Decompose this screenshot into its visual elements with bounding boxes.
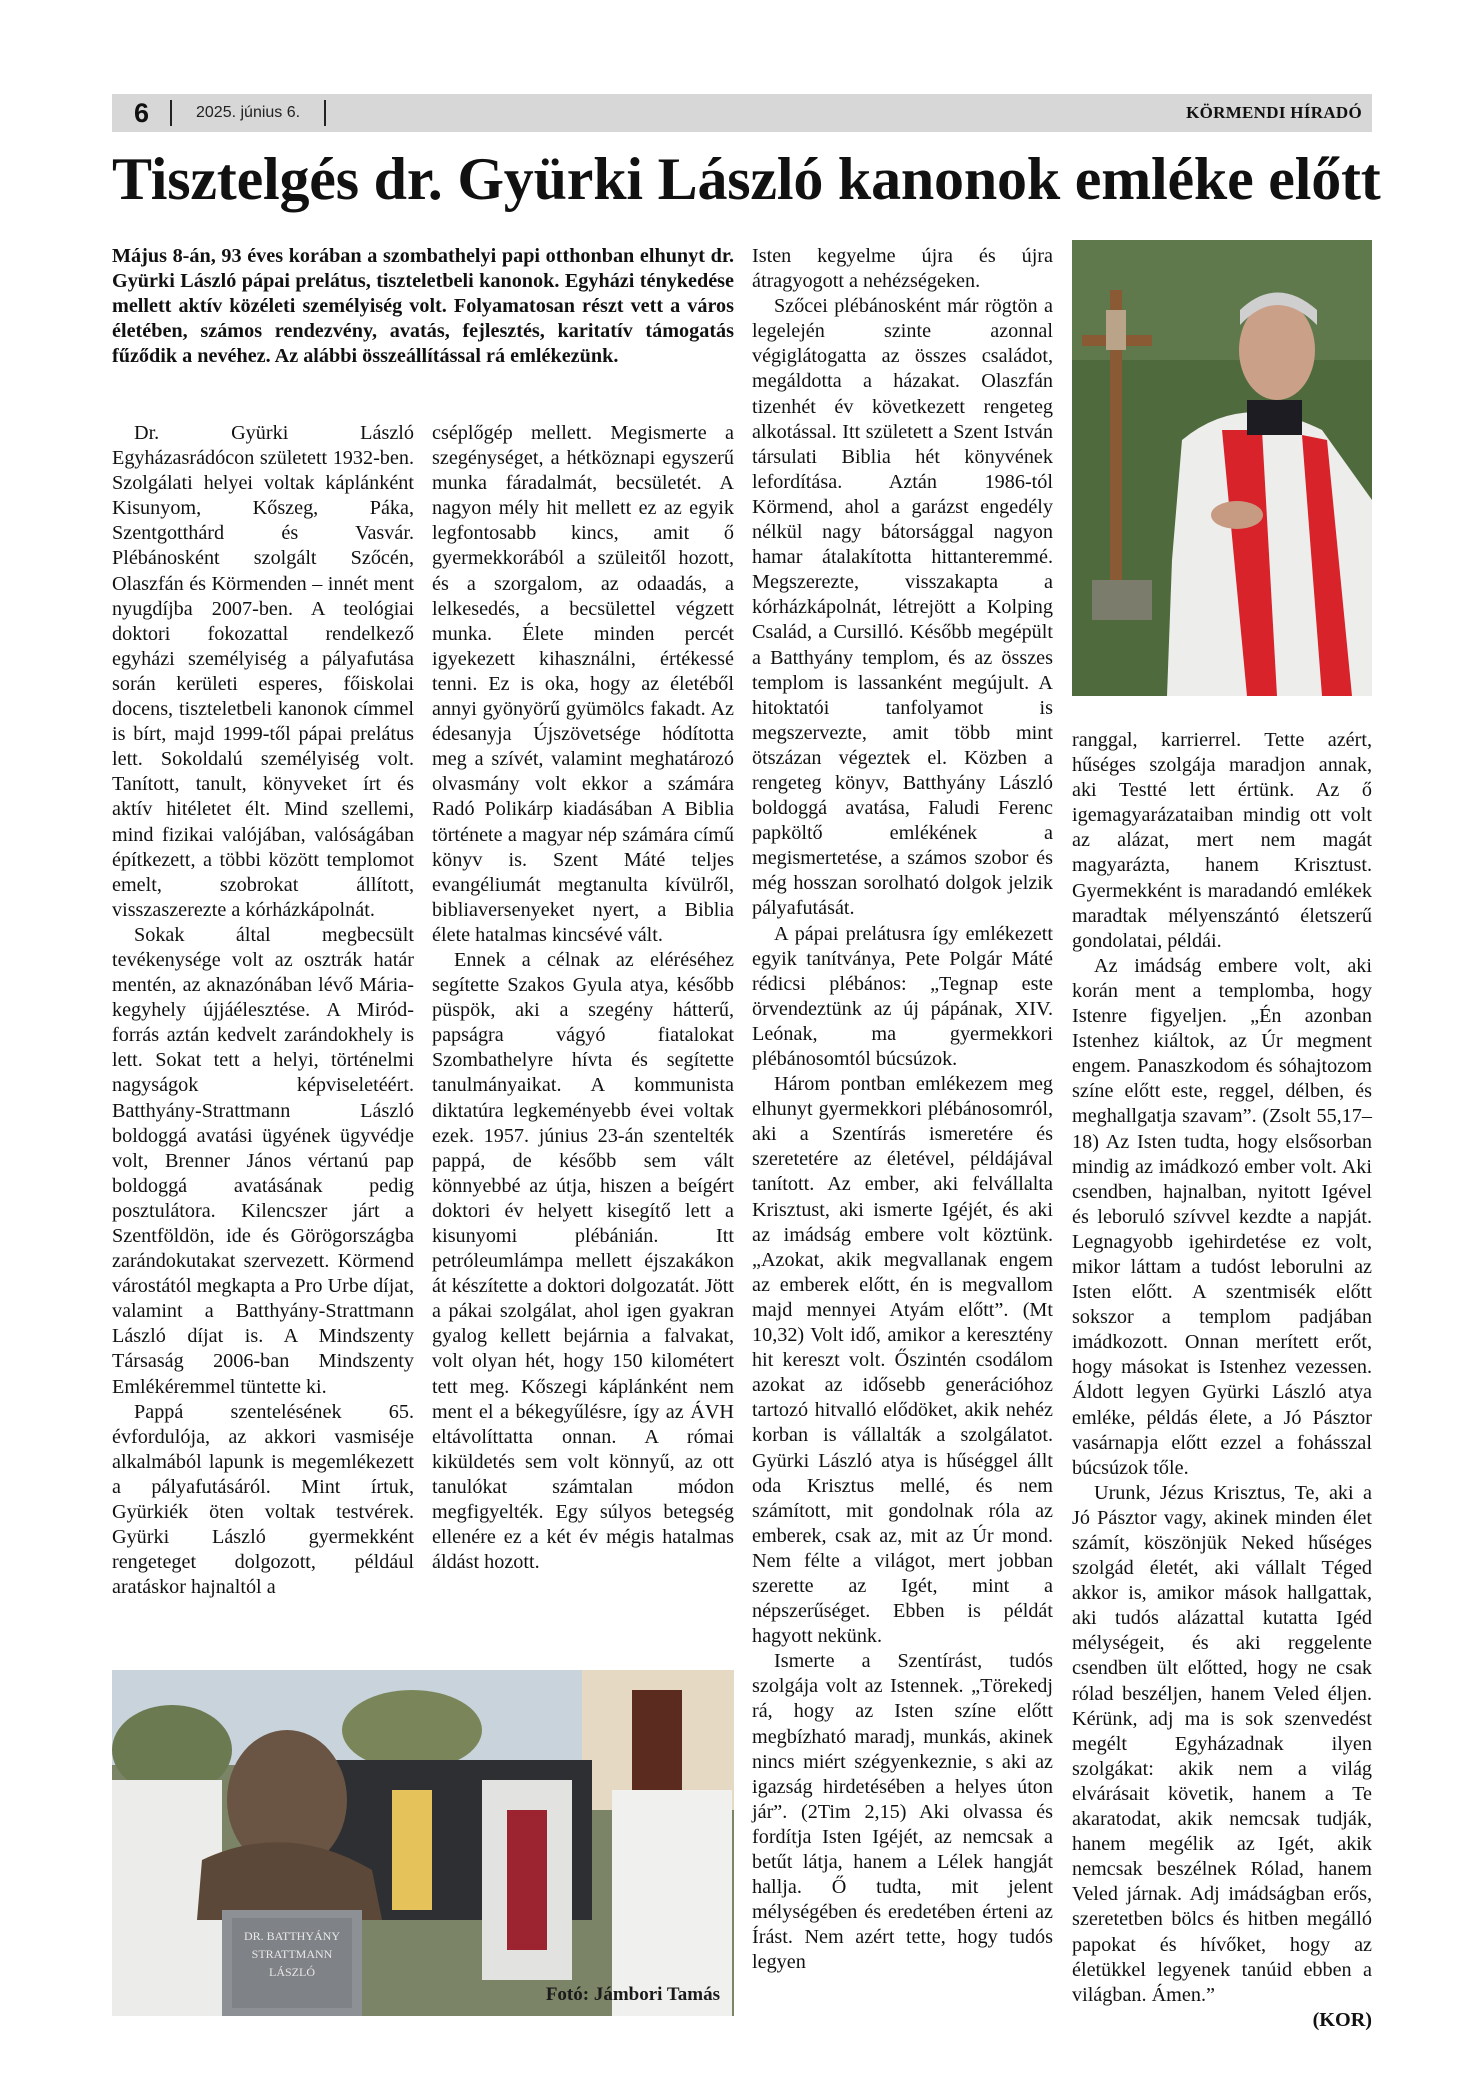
paragraph: Sokak által megbecsült tevékenysége volt az osztrák határ mentén, az aknazónában lévő Mária-kegyhely újjáélesztése. A Miród-forrás aztán kedvelt zarándokhely is lett. Sokat tett a helyi, történelmi nagyságok képviseletéért. Batthyány-Strattmann László boldoggá avatási ügyének ügyvédje volt, Brenner János vértanú pap boldoggá avatásának pedig posztulátora. Kilencszer járt a Szentföldön, ide és Görögországba zarándokutakat szervezett. Körmend várostától megkapta a Pro Urbe díjat, valamint a Batthyány-Strattmann László díjat is. A Mindszenty Társaság 2006-ban Mindszenty Emlékéremmel tüntette ki. [112, 923, 414, 1398]
paragraph: ranggal, karrierrel. Tette azért, hűséges szolgája maradjon annak, aki Testté lett értünk. Az ő igemagyarázataiban mindig ott volt az alázat, mert nem magát magyarázta, hanem Krisztust. Gyermekként is maradandó emlékek maradtak mélyenszántó életszerű gondolatai, példái. [1072, 729, 1372, 952]
newspaper-name: KÖRMENDI HÍRADÓ [1186, 103, 1362, 122]
paragraph: cséplőgép mellett. Megismerte a szegénységet, a hétköznapi egyszerű munka fáradalmát, becsületét. A nagyon mély hit mellett ez az egyik legfontosabb kincs, amit ő gyermekkorából a szüleitől hozott, és a szorgalom, az odaadás, a lelkesedés, a becsülettel végzett munka. Élete minden percét igyekezett kihasználni, értékessé tenni. Ez is oka, hogy az életéből annyi gyönyörű gyümölcs fakadt. Az édesanyja Újszövetsége hódította meg a szívét, valamint meghatározó olvasmány volt ekkor a számára Radó Polikárp kiadásában A Biblia története a magyar nép számára című könyv is. Szent Máté teljes evangéliumát megtanulta kívülről, bibliaversenyeket nyert, a Biblia élete hatalmas kincsévé vált. [432, 422, 734, 946]
article-column-4 [1072, 728, 1372, 2033]
paragraph: Három pontban emlékezem meg elhunyt gyermekkori plébánosomról, aki a Szentírás ismeretére és szeretetére az életével, példájával tanított. Az ember, aki felvállalta Krisztust, aki ismerte Igéjét, és aki az imádság embere volt köztünk. „Azokat, akik megvallanak engem az emberek előtt, én is megvallom majd mennyei Atyám előtt”. (Mt 10,32) Volt idő, amikor a keresztény hit kereszt volt. Őszintén csodálom azokat az idősebb generációhoz tartozó hitvalló elődöket, akik nehéz korban is vállalták a szolgálatot. Gyürki László atya is hűséggel állt oda Krisztus mellé, és nem számított, mit gondolnak róla az emberek, csak az, mit az Úr mond. Nem félte a világot, mert jobban szerette az Igét, mint a népszerűséget. Ebben is példát hagyott nekünk. [752, 1073, 1053, 1648]
article-column-1 [112, 421, 414, 1600]
header-divider [324, 100, 326, 126]
author-signature: (KOR) [1312, 2008, 1372, 2031]
statue-photo-illustration [112, 1670, 734, 2016]
paragraph: Dr. Gyürki László Egyházasrádócon született 1932-ben. Szolgálati helyei voltak káplánként Kisunyom, Kőszeg, Páka, Szentgotthárd és Vasvár. Plébánosként szolgált Szőcén, Olaszfán és Körmenden – innét ment nyugdíjba 2007-ben. A teológiai doktori fokozattal rendelkező egyházi személyiség a pályafutása során kerületi esperes, főiskolai docens, tiszteletbeli kanonok címmel is bírt, majd 1999-től pápai prelátus lett. Sokoldalú személyiség volt. Tanított, tanult, könyveket írt és aktív hitéletet élt. Mind szellemi, mind fizikai valójában, valóságában építkezett, a többi között templomot emelt, szobrokat állított, visszaszerezte a kórházkápolnát. [112, 422, 414, 921]
paragraph: Ismerte a Szentírást, tudós szolgája volt az Istennek. „Törekedj rá, hogy az Isten színe előtt megbízható maradj, munkás, akinek nincs miért szégyenkeznie, s aki az igazság hirdetésében a helyes úton jár”. (2Tim 2,15) Aki olvassa és fordítja Isten Igéjét, az nemcsak a betűt látja, hanem a Lélek hangját hallja. Ő tudta, mit jelent mélységében és eredetében érteni az Írást. Nem azért tette, hogy tudós legyen [752, 1650, 1053, 1974]
plaque-line: DR. BATTHYÁNY [244, 1929, 340, 1943]
plaque-line: STRATTMANN [251, 1947, 333, 1961]
paragraph: Szőcei plébánosként már rögtön a legelején szinte azonnal végiglátogatta az összes családot, megáldotta a házakat. Olaszfán tizenhét év következett rengeteg alkotással. Itt született a Szent István társulati Biblia hét könyvének lefordítása. Aztán 1986-tól Körmend, ahol a garázst engedély nélkül nagy bátorsággal nagyon hamar átalakította hittanteremmé. Megszerezte, visszakapta a kórházkápolnát, létrejött a Kolping Család, a Cursilló. Később megépült a Batthyány templom, és az összes templom is lassanként megújult. A hitoktatói tanfolyamot is megszervezte, amit több mint ötszázan végeztek el. Közben a rengeteg könyv, Batthyány László boldoggá avatása, Faludi Ferenc papköltő emlékének a megismertetése, a számos szobor és még hosszan sorolható dolgok jelzik pályafutását. [752, 295, 1053, 920]
article-headline: Tisztelgés dr. Gyürki László kanonok emléke előtt [112, 146, 1381, 212]
page-header [112, 94, 1372, 132]
article-column-2 [432, 421, 734, 1575]
article-lead: Május 8-án, 93 éves korában a szombathelyi papi otthonban elhunyt dr. Gyürki László pápai prelátus, tiszteletbeli kanonok. Egyházi ténykedése mellett aktív közéleti személyiség volt. Folyamatosan részt vett a város életében, számos rendezvény, avatás, fejlesztés, karitatív támogatás fűződik a nevéhez. Az alábbi összeállítással rá emlékezünk. [112, 245, 734, 367]
priest-photo [1072, 240, 1372, 696]
plaque-line: LÁSZLÓ [269, 1965, 315, 1979]
article-column-3 [752, 244, 1053, 1975]
paragraph: Isten kegyelme újra és újra átragyogott a nehézségeken. [752, 245, 1053, 293]
paragraph: Ennek a célnak az eléréséhez segítette Szakos Gyula atya, később püspök, aki a szegény hátterű, papságra vágyó fiatalokat Szombathelyre hívta és segítette tanulmányaikat. A kommunista diktatúra legkeményebb évei voltak ezek. 1957. június 23-án szentelték pappá, de később sem vált könnyebbé az útja, hiszen a beígért doktori év helyett kisegítő lett a kisunyomi plébánián. Itt petróleumlámpa mellett éjszakákon át készítette a doktori dolgozatát. Jött a pákai szolgálat, ahol igen gyakran gyalog kellett bejárnia a falvakat, volt olyan hét, hogy 150 kilométert tett meg. Kőszegi káplánként nem ment el a békegyűlésre, így az ÁVH eltávolíttatta onnan. A római kiküldetés sem volt könnyű, az ott tanulókat számtalan módon megfigyelték. Egy súlyos betegség ellenére ez a két év mégis hatalmas áldást hozott. [432, 948, 734, 1574]
priest-photo-illustration [1072, 240, 1372, 696]
statue-unveiling-photo [112, 1670, 734, 2016]
paragraph: A pápai prelátusra így emlékezett egyik tanítványa, Pete Polgár Máté rédicsi plébános: „Tegnap este örvendeztünk az új pápának, XIV. Leónak, ma gyermekkori plébánosomtól búcsúzok. [752, 922, 1053, 1070]
paragraph: Az imádság embere volt, aki korán ment a templomba, hogy Istenre figyeljen. „Én azonban Istenhez kiáltok, az Úr megment engem. Panaszkodom és sóhajtozom színe előtt este, reggel, délben, és meghallgatja szavam”. (Zsolt 55,17–18) Az Isten tudta, hogy elsősorban mindig az imádkozó ember volt. Aki csendben, hajnalban, nyitott Igével és leboruló szívvel kezdte a napját. Legnagyobb igehirdetése ez volt, mikor láttam a tudóst leborulni az Isten előtt. A szentmisék előtt sokszor a templom padjában imádkozott. Onnan merített erőt, hogy másokat is Istenhez vezessen. Áldott legyen Gyürki László atya emléke, példás élete, a Jó Pásztor vasárnapja előtt ezzel a fohásszal búcsúzok tőle. [1072, 954, 1372, 1479]
issue-date: 2025. június 6. [196, 104, 301, 121]
paragraph: Urunk, Jézus Krisztus, Te, aki a Jó Pásztor vagy, akinek minden élet számít, köszönjük Neked hűséges szolgád életét, aki vállalt Téged akkor is, amikor mások hallgattak, aki tudós alázattal kutatta Igéd mélységeit, és aki reggelente csendben ült előtted, hogy ne csak rólad beszéljen, hanem Veled éljen. Kérünk, adj ma is sok szenvedést megélt Egyházadnak ilyen szolgákat: akik nem a világ elvárásait követik, hanem a Te akaratodat, akik nemcsak tudják, hanem megélik az Igét, akik nemcsak beszélnek Rólad, hanem Veled járnak. Adj imádságban erős, szeretetben bölcs és hitben megálló papokat és hívőket, hogy az életükkel legyenek tanúid ebben a világban. Ámen.” [1072, 1481, 1372, 2006]
page-number: 6 [134, 97, 150, 128]
paragraph: Pappá szentelésének 65. évfordulója, az akkori vasmiséje alkalmából lapunk is megemlékezett a pályafutásáról. Mint írtuk, Gyürkiék öten voltak testvérek. Gyürki László gyermekként rengeteget dolgozott, például aratáskor hajnaltól a [112, 1400, 414, 1599]
photo-credit: Fotó: Jámbori Tamás [545, 1984, 720, 2005]
